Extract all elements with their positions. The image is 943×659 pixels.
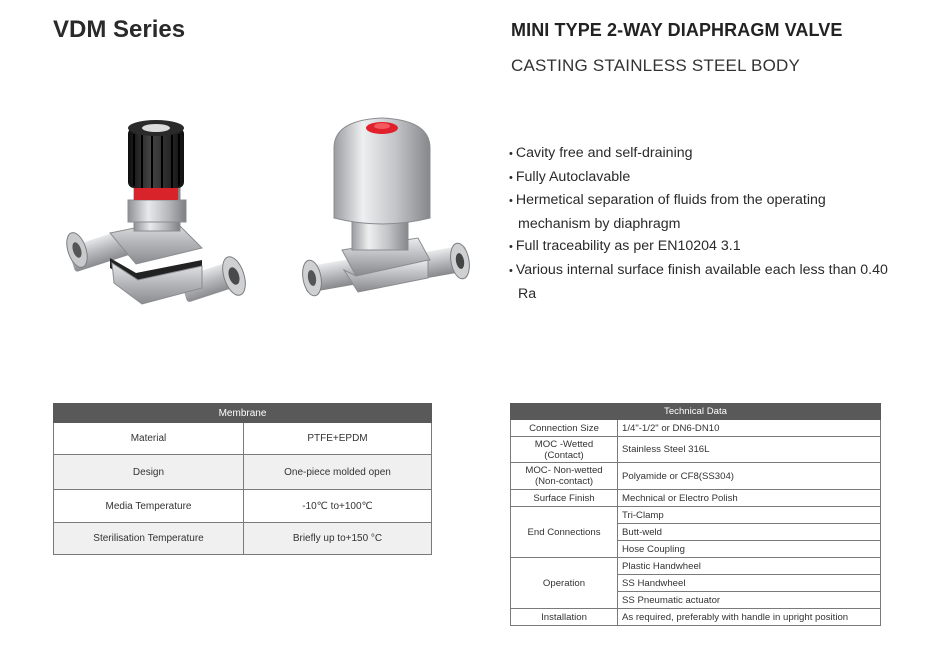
feature-list xyxy=(509,142,899,305)
membrane-table-title: Membrane xyxy=(54,404,432,423)
membrane-value: Briefly up to+150 °C xyxy=(244,523,432,555)
tech-label: Connection Size xyxy=(511,420,618,437)
membrane-label: Sterilisation Temperature xyxy=(54,523,244,555)
tech-value: SS Handwheel xyxy=(618,575,881,592)
pneumatic-diaphragm-valve-image xyxy=(300,110,475,325)
tech-label: Operation xyxy=(511,558,618,609)
table-row xyxy=(54,490,432,523)
feature-item: • Full traceability as per EN10204 3.1 xyxy=(509,235,899,259)
tech-value: Plastic Handwheel xyxy=(618,558,881,575)
tech-label xyxy=(511,463,618,490)
tech-value: Polyamide or CF8(SS304) xyxy=(618,463,881,490)
tech-value: 1/4"-1/2" or DN6-DN10 xyxy=(618,420,881,437)
membrane-value: PTFE+EPDM xyxy=(244,423,432,455)
membrane-label: Design xyxy=(54,455,244,490)
tech-value: Butt-weld xyxy=(618,524,881,541)
tech-label-line: MOC -Wetted xyxy=(534,438,594,450)
feature-item: • Fully Autoclavable xyxy=(509,166,899,190)
series-title: VDM Series xyxy=(53,16,186,43)
tech-value: SS Pneumatic actuator xyxy=(618,592,881,609)
tech-value: Mechnical or Electro Polish xyxy=(618,490,881,507)
tech-label-line: (Contact) xyxy=(544,449,584,461)
tech-value: As required, preferably with handle in upright position xyxy=(618,609,881,626)
table-row xyxy=(511,463,881,490)
membrane-value: One-piece molded open xyxy=(244,455,432,490)
tech-value: Stainless Steel 316L xyxy=(618,437,881,463)
feature-item: • Cavity free and self-draining xyxy=(509,142,899,166)
table-row xyxy=(511,558,881,575)
table-row xyxy=(511,609,881,626)
feature-item: • Various internal surface finish available each less than 0.40 Ra xyxy=(509,259,899,305)
tech-label: Installation xyxy=(511,609,618,626)
membrane-label: Media Temperature xyxy=(54,490,244,523)
tech-label: Surface Finish xyxy=(511,490,618,507)
membrane-table xyxy=(53,403,432,555)
manual-diaphragm-valve-image xyxy=(62,108,252,333)
table-row xyxy=(54,523,432,555)
tech-value: Tri-Clamp xyxy=(618,507,881,524)
table-row xyxy=(54,455,432,490)
tech-label xyxy=(511,437,618,463)
tech-label-line: (Non-contact) xyxy=(534,476,594,487)
tech-label-line: MOC- Non-wetted xyxy=(525,465,603,476)
tech-value: Hose Coupling xyxy=(618,541,881,558)
membrane-label: Material xyxy=(54,423,244,455)
table-row xyxy=(511,420,881,437)
membrane-value: -10℃ to+100℃ xyxy=(244,490,432,523)
tech-label: End Connections xyxy=(511,507,618,558)
product-subtitle: CASTING STAINLESS STEEL BODY xyxy=(511,56,801,75)
table-row xyxy=(511,507,881,524)
feature-item: • Hermetical separation of fluids from the operating mechanism by diaphragm xyxy=(509,189,899,235)
table-row xyxy=(54,423,432,455)
technical-table-title: Technical Data xyxy=(511,404,881,420)
product-title: MINI TYPE 2-WAY DIAPHRAGM VALVE xyxy=(511,20,843,40)
technical-data-table xyxy=(510,403,881,626)
table-row xyxy=(511,437,881,463)
table-row xyxy=(511,490,881,507)
